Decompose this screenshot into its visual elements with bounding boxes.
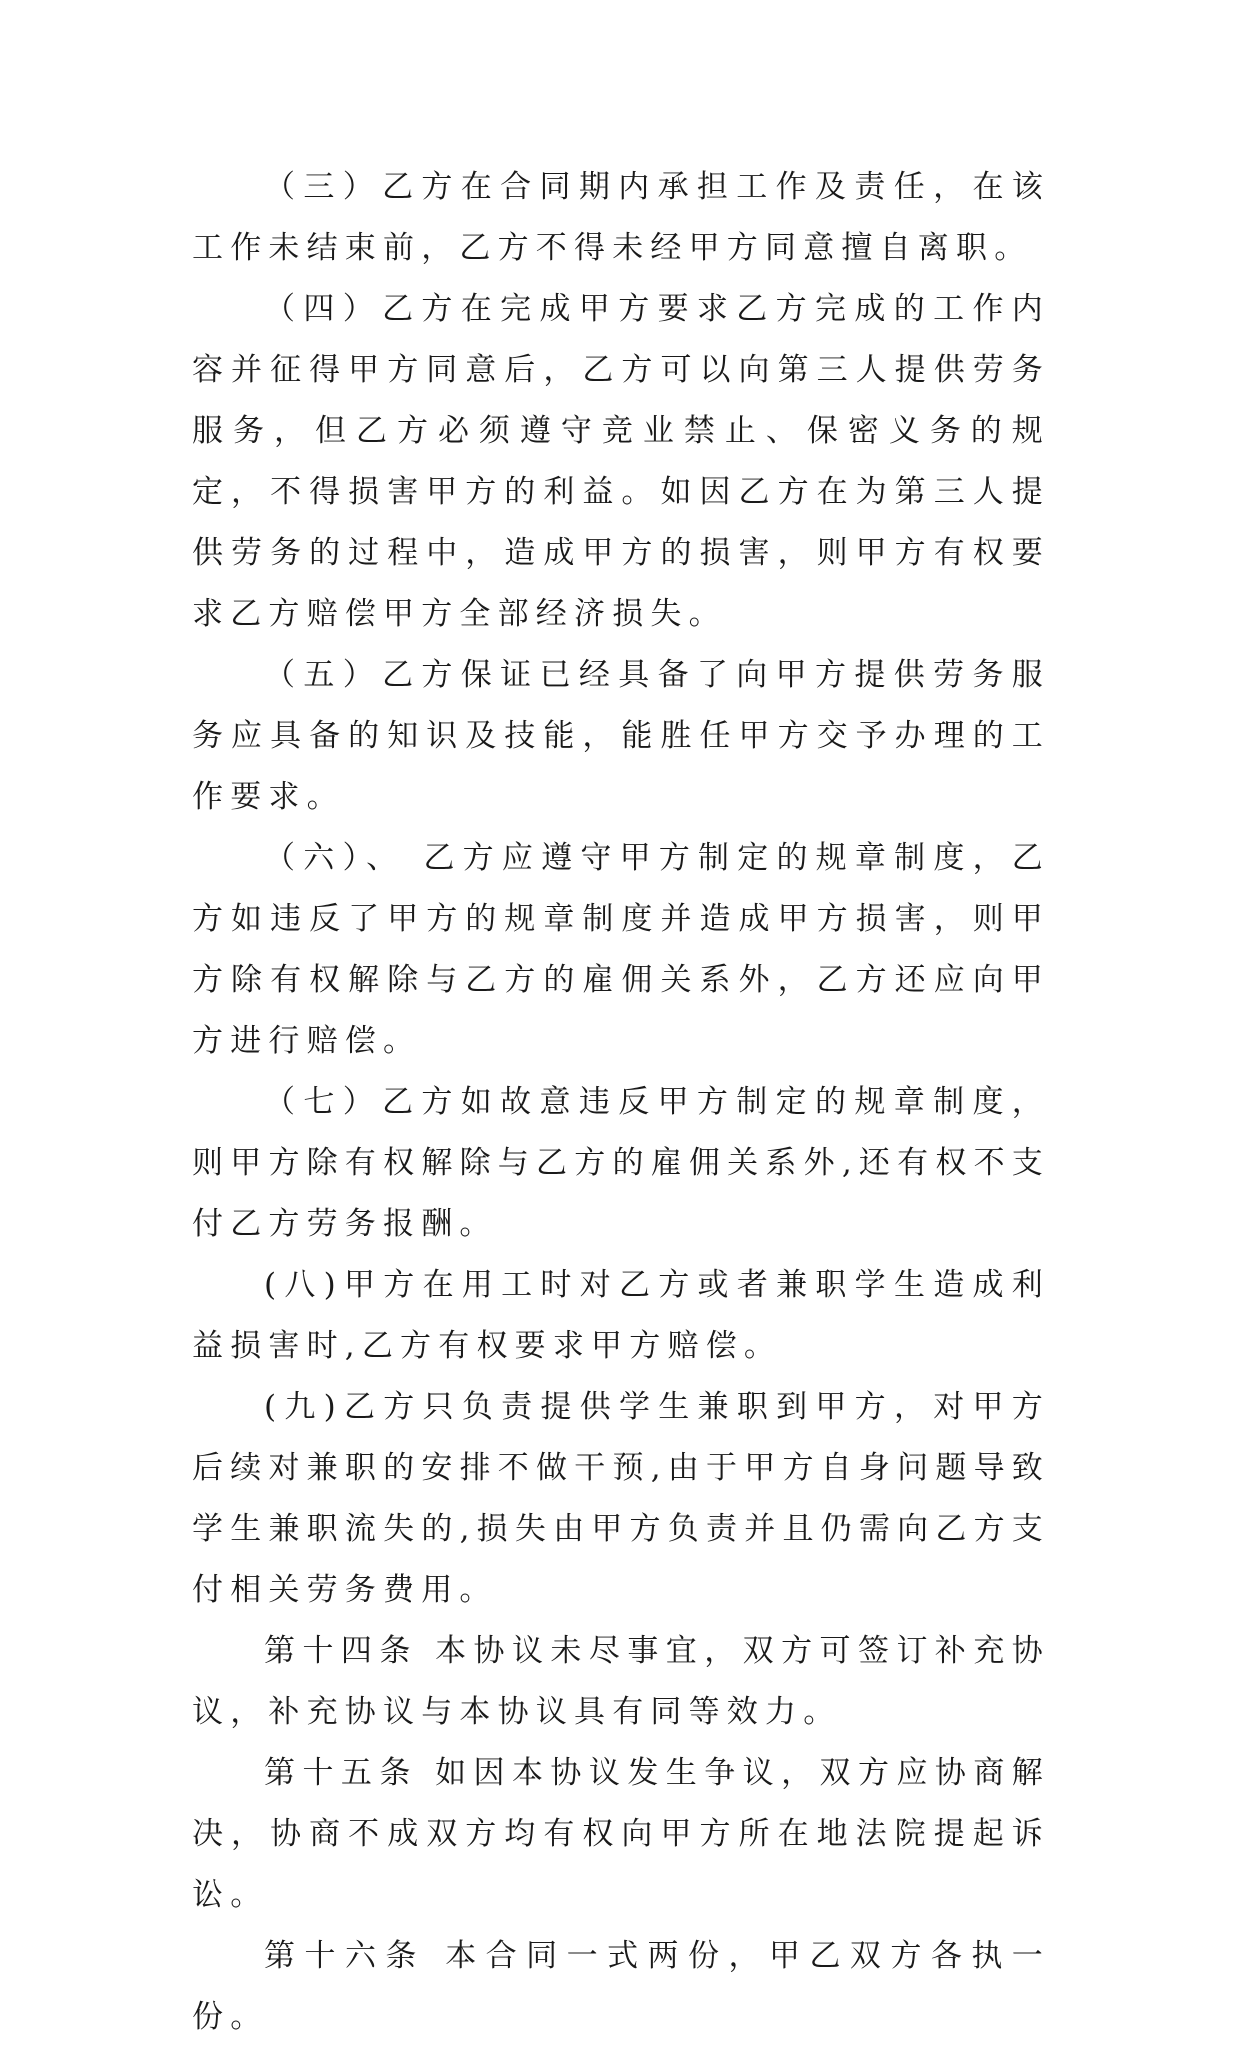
clause-paragraph-6: （六）、 乙方应遵守甲方制定的规章制度，乙方如违反了甲方的规章制度并造成甲方损害，则甲方除有权解除与乙方的雇佣关系外，乙方还应向甲方进行赔偿。 (192, 840, 1050, 1059)
article-16: 第十六条 本合同一式两份，甲乙双方各执一份。 (192, 1938, 1050, 2035)
clause-paragraph-3: （三）乙方在合同期内承担工作及责任，在该工作未结束前，乙方不得未经甲方同意擅自离职。 (192, 169, 1050, 266)
article-14: 第十四条 本协议未尽事宜，双方可签订补充协议，补充协议与本协议具有同等效力。 (192, 1633, 1050, 1730)
clause-paragraph-5: （五）乙方保证已经具备了向甲方提供劳务服务应具备的知识及技能，能胜任甲方交予办理的工作要求。 (192, 657, 1050, 815)
clause-paragraph-8: (八)甲方在用工时对乙方或者兼职学生造成利益损害时,乙方有权要求甲方赔偿。 (192, 1267, 1050, 1364)
clause-paragraph-7: （七）乙方如故意违反甲方制定的规章制度，则甲方除有权解除与乙方的雇佣关系外,还有权不支付乙方劳务报酬。 (192, 1084, 1050, 1242)
document-body (192, 157, 1050, 2048)
clause-paragraph-9: (九)乙方只负责提供学生兼职到甲方，对甲方后续对兼职的安排不做干预,由于甲方自身问题导致学生兼职流失的,损失由甲方负责并且仍需向乙方支付相关劳务费用。 (192, 1389, 1050, 1608)
clause-paragraph-4: （四）乙方在完成甲方要求乙方完成的工作内容并征得甲方同意后，乙方可以向第三人提供劳务服务，但乙方必须遵守竞业禁止、保密义务的规定，不得损害甲方的利益。如因乙方在为第三人提供劳务的过程中，造成甲方的损害，则甲方有权要求乙方赔偿甲方全部经济损失。 (192, 291, 1050, 632)
article-15: 第十五条 如因本协议发生争议，双方应协商解决，协商不成双方均有权向甲方所在地法院提起诉讼。 (192, 1755, 1050, 1913)
